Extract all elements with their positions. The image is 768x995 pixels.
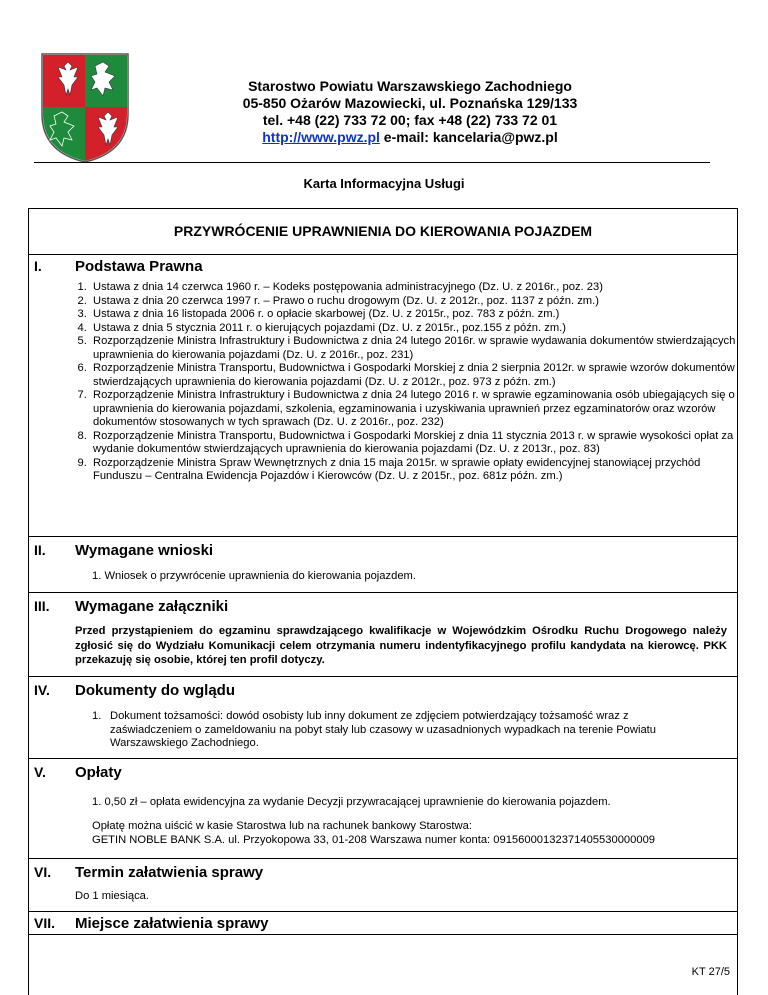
section-title-attachments: Wymagane załączniki	[75, 598, 229, 615]
document-item-number: 1.	[92, 710, 102, 722]
office-name: Starostwo Powiatu Warszawskiego Zachodniego	[248, 78, 572, 94]
section-title-fees: Opłaty	[75, 764, 122, 781]
office-address: 05-850 Ożarów Mazowiecki, ul. Poznańska 129/133	[242, 95, 578, 111]
list-item: 2. Ustawa z dnia 20 czerwca 1997 r. – Prawo o ruchu drogowym (Dz. U. z 2012r., poz. 1137 z późn. zm.)	[90, 295, 740, 309]
list-item: 5. Rozporządzenie Ministra Infrastruktury i Budownictwa z dnia 24 lutego 2016r. w sprawie wydawania dokumentów stwierdzających uprawnienia do kierowania pojazdami (Dz. U. z 2016r., poz. 231)	[90, 335, 740, 362]
header-divider	[34, 162, 710, 163]
deadline-text: Do 1 miesiąca.	[75, 890, 149, 902]
section-number: I.	[34, 258, 42, 274]
section-title-location: Miejsce załatwienia sprawy	[75, 915, 269, 932]
section-divider	[28, 858, 738, 859]
section-number: III.	[34, 598, 50, 614]
legal-basis-list	[75, 281, 740, 484]
section-title-legal-basis: Podstawa Prawna	[75, 258, 203, 275]
section-divider	[28, 934, 738, 935]
footer-code: KT 27/5	[691, 966, 730, 978]
website-link[interactable]: http://www.pwz.pl	[262, 129, 380, 145]
section-number: VII.	[34, 915, 56, 931]
section-divider	[28, 676, 738, 677]
section-title-required-forms: Wymagane wnioski	[75, 542, 214, 559]
section-number: V.	[34, 764, 46, 780]
document-item-text: Dokument tożsamości: dowód osobisty lub inny dokument ze zdjęciem potwierdzający tożsamość wraz z zaświadczeniem o zameldowaniu na pobyt stały lub czasowy w uzasadnionych wypadkach na terenie Powiatu Warszawskiego Zachodniego.	[110, 710, 657, 749]
list-item: 3. Ustawa z dnia 16 listopada 2006 r. o opłacie skarbowej (Dz. U. z 2015r., poz. 783 z późn. zm.)	[90, 308, 740, 322]
list-item: 6. Rozporządzenie Ministra Transportu, Budownictwa i Gospodarki Morskiej z dnia 2 sierpnia 2012r. w sprawie wzorów dokumentów stwierdzających uprawnienia do kierowania pojazdami (Dz. U. z 2012r., poz. 973 z późn. zm.)	[90, 362, 740, 389]
section-number: IV.	[34, 682, 50, 698]
list-item: 8. Rozporządzenie Ministra Transportu, Budownictwa i Gospodarki Morskiej z dnia 11 stycznia 2013 r. w sprawie wysokości opłat za wydanie dokumentów stwierdzających uprawnienia do kierowania pojazdami (Dz. U. z 2013r., poz. 83)	[90, 430, 740, 457]
section-title-documents: Dokumenty do wglądu	[75, 682, 236, 699]
required-form-item: 1. Wniosek o przywrócenie uprawnienia do kierowania pojazdem.	[92, 570, 416, 582]
section-number: II.	[34, 542, 46, 558]
section-divider	[28, 536, 738, 537]
office-phone: tel. +48 (22) 733 72 00; fax +48 (22) 733 72 01	[262, 112, 558, 128]
section-divider	[28, 911, 738, 912]
section-divider	[28, 254, 738, 255]
page-title: PRZYWRÓCENIE UPRAWNIENIA DO KIEROWANIA POJAZDEM	[173, 223, 593, 239]
list-item: 4. Ustawa z dnia 5 stycznia 2011 r. o kierujących pojazdami (Dz. U. z 2015r., poz.155 z późn. zm.)	[90, 322, 740, 336]
section-divider	[28, 758, 738, 759]
list-item: 1. Ustawa z dnia 14 czerwca 1960 r. – Kodeks postępowania administracyjnego (Dz. U. z 2016r., poz. 23)	[90, 281, 740, 295]
list-item: 7. Rozporządzenie Ministra Infrastruktury i Budownictwa z dnia 24 lutego 2016 r. w sprawie egzaminowania osób ubiegających się o uprawnienia do kierowania pojazdami, szkolenia, egzaminowania i uzyskiwania uprawnień przez egzaminatorów oraz wzorów dokumentów stosowanych w tych sprawach (Dz. U. z 2016r., poz. 232)	[90, 389, 740, 430]
fee-item: 1. 0,50 zł – opłata ewidencyjna za wydanie Decyzji przywracającej uprawnienie do kierowania pojazdem.	[92, 796, 611, 808]
office-contact	[130, 129, 690, 146]
section-number: VI.	[34, 864, 52, 880]
attachments-text: Przed przystąpieniem do egzaminu sprawdzającego kwalifikacje w Wojewódzkim Ośrodku Ruchu Drogowego należy zgłosić się do Wydziału Komunikacji celem otrzymania numeru indentyfikacyjnego profilu kandydata na kierowcę. PKK przekazuję się osobie, której ten profil dotyczy.	[75, 625, 727, 666]
coat-of-arms-logo	[40, 52, 130, 164]
section-title-deadline: Termin załatwienia sprawy	[75, 864, 264, 881]
section-divider	[28, 592, 738, 593]
payment-info: Opłatę można uiścić w kasie Starostwa lub na rachunek bankowy Starostwa:	[92, 820, 472, 832]
email-text: e-mail: kancelaria@pwz.pl	[379, 129, 558, 145]
card-heading: Karta Informacyjna Usługi	[303, 176, 465, 191]
bank-account-info: GETIN NOBLE BANK S.A. ul. Przyokopowa 33, 01-208 Warszawa numer konta: 09156000132371405530000009	[92, 834, 656, 846]
list-item: 9. Rozporządzenie Ministra Spraw Wewnętrznych z dnia 15 maja 2015r. w sprawie opłaty ewidencyjnej stanowiącej przychód Funduszu – Centralna Ewidencja Pojazdów i Kierowców (Dz. U. z 2015r., poz. 681z późn. zm.)	[90, 457, 740, 484]
